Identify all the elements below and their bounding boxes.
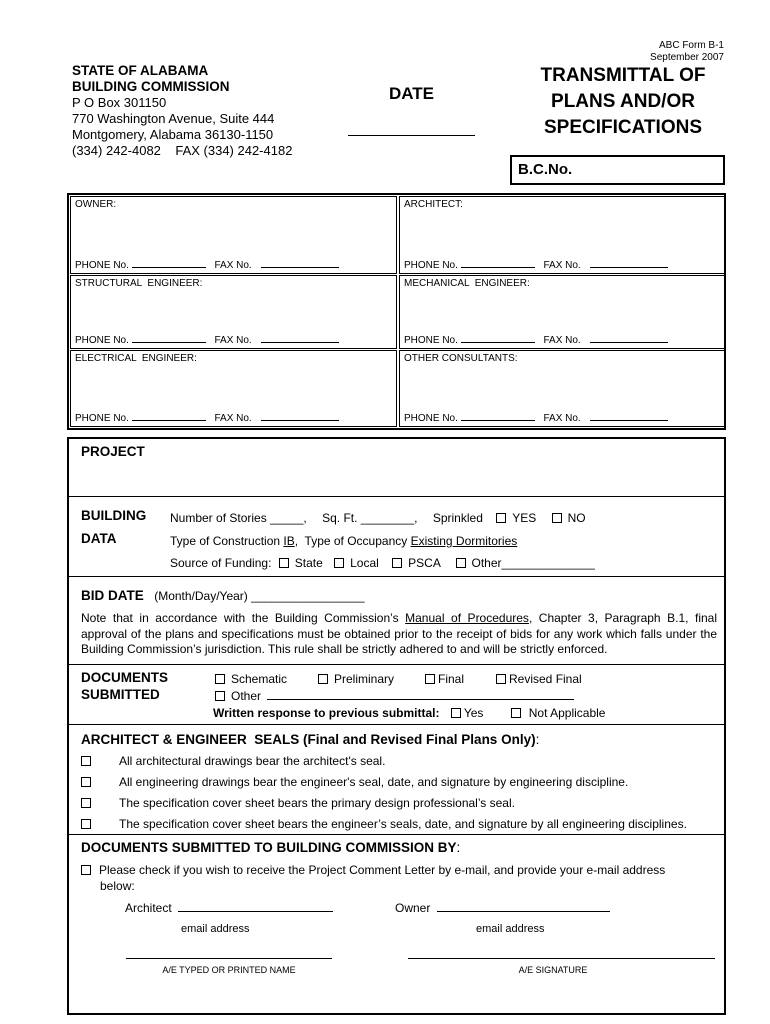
form-id xyxy=(650,40,724,64)
architect-email-row xyxy=(125,901,333,915)
signature-field[interactable] xyxy=(408,958,715,959)
bid-note: Note that in accordance with the Building Commission’s Manual of Procedures, Chapter 3, Paragraph B.1, final approval of the plans and specifications must be obtained prior to the receipt of bids for any work which falls under the Building Commission’s jurisdiction. This rule shall be strictly adhered to and will be strictly enforced. xyxy=(81,611,718,656)
title-line1: TRANSMITTAL OF xyxy=(540,65,706,86)
structural-phone-fax: PHONE No. FAX No. xyxy=(75,335,339,346)
other-consultants-phone-field[interactable] xyxy=(461,420,535,421)
agency-phone-fax: (334) 242-4082 FAX (334) 242-4182 xyxy=(72,143,293,158)
typed-name-field[interactable] xyxy=(126,958,332,959)
mechanical-phone-fax: PHONE No. FAX No. xyxy=(404,335,668,346)
mechanical-engineer-cell[interactable] xyxy=(399,275,725,349)
seals-section xyxy=(69,725,724,835)
sqft-field[interactable]: Sq. Ft. ________, xyxy=(322,511,418,525)
mechanical-fax-field[interactable] xyxy=(590,342,668,343)
final-checkbox[interactable] xyxy=(425,674,435,684)
typed-name-caption: A/E TYPED OR PRINTED NAME xyxy=(162,965,296,975)
doc-type-schematic: Schematic xyxy=(215,672,287,686)
sprinkled-label: Sprinkled xyxy=(432,511,483,525)
submitted-label: SUBMITTED xyxy=(81,687,160,702)
bid-date-field[interactable]: (Month/Day/Year) _________________ xyxy=(154,589,365,603)
structural-engineer-label: STRUCTURAL ENGINEER: xyxy=(75,278,203,289)
project-section[interactable] xyxy=(69,439,724,497)
project-label: PROJECT xyxy=(81,444,145,459)
email-opt-in xyxy=(81,863,665,877)
written-response-row: Written response to previous submittal: Yes Not Applicable xyxy=(213,706,606,720)
structural-engineer-cell[interactable] xyxy=(70,275,397,349)
other-consultants-label: OTHER CONSULTANTS: xyxy=(404,353,518,364)
other-consultants-cell[interactable] xyxy=(399,350,725,427)
funding-local-checkbox[interactable] xyxy=(334,558,344,568)
owner-cell[interactable] xyxy=(70,196,397,274)
schematic-checkbox[interactable] xyxy=(215,674,225,684)
owner-email-label: Owner xyxy=(395,901,431,915)
seal-item-4-checkbox[interactable] xyxy=(81,819,91,829)
electrical-engineer-label: ELECTRICAL ENGINEER: xyxy=(75,353,197,364)
form-revision-date: September 2007 xyxy=(650,52,724,63)
owner-phone-field[interactable] xyxy=(132,267,206,268)
other-doc-field[interactable] xyxy=(267,699,574,700)
funding-state-checkbox[interactable] xyxy=(279,558,289,568)
bid-date-row xyxy=(81,587,365,605)
electrical-fax-field[interactable] xyxy=(261,420,339,421)
doc-type-preliminary: Preliminary xyxy=(318,672,394,686)
funding-psca-checkbox[interactable] xyxy=(392,558,402,568)
agency-street: 770 Washington Avenue, Suite 444 xyxy=(72,111,275,126)
seal-item-2-checkbox[interactable] xyxy=(81,777,91,787)
title-line2: PLANS AND/OR xyxy=(551,91,695,112)
architect-label: ARCHITECT: xyxy=(404,199,463,210)
email-opt-in-text-2: below: xyxy=(100,879,135,893)
seals-heading: ARCHITECT & ENGINEER SEALS (Final and Revised Final Plans Only): xyxy=(81,732,540,747)
bid-date-section xyxy=(69,577,724,665)
funding-local-label: Local xyxy=(350,556,379,570)
building-row-2: Type of Construction IB, Type of Occupancy Existing Dormitories xyxy=(170,534,518,548)
form-title xyxy=(520,63,726,141)
funding-psca-label: PSCA xyxy=(408,556,441,570)
seal-item: The specification cover sheet bears the primary design professional’s seal. xyxy=(81,796,515,810)
occupancy-type-value[interactable]: Existing Dormitories xyxy=(410,534,518,548)
doc-type-revised-final: Revised Final xyxy=(496,672,582,686)
sprinkled-no-label: NO xyxy=(567,511,586,525)
mechanical-phone-field[interactable] xyxy=(461,342,535,343)
stories-field[interactable]: Number of Stories _____, xyxy=(170,511,307,525)
structural-fax-field[interactable] xyxy=(261,342,339,343)
manual-of-procedures: Manual of Procedures xyxy=(405,611,529,625)
preliminary-checkbox[interactable] xyxy=(318,674,328,684)
email-opt-in-text: Please check if you wish to receive the Project Comment Letter by e-mail, and provide your e-mail address xyxy=(99,863,666,877)
contacts-grid xyxy=(67,193,726,430)
building-row-1 xyxy=(170,511,586,525)
email-opt-in-checkbox[interactable] xyxy=(81,865,91,875)
title-line3: SPECIFICATIONS xyxy=(544,117,702,138)
architect-email-caption: email address xyxy=(181,923,250,935)
other-consultants-phone-fax: PHONE No. FAX No. xyxy=(404,413,668,424)
funding-other-checkbox[interactable] xyxy=(456,558,466,568)
electrical-phone-fax: PHONE No. FAX No. xyxy=(75,413,339,424)
electrical-engineer-cell[interactable] xyxy=(70,350,397,427)
data-label: DATA xyxy=(81,531,117,546)
sprinkled-no-checkbox[interactable] xyxy=(552,513,562,523)
seal-item-1-checkbox[interactable] xyxy=(81,756,91,766)
architect-phone-fax: PHONE No. FAX No. xyxy=(404,260,668,271)
other-doc-checkbox[interactable] xyxy=(215,691,225,701)
form-number: ABC Form B-1 xyxy=(658,40,724,51)
other-consultants-fax-field[interactable] xyxy=(590,420,668,421)
structural-phone-field[interactable] xyxy=(132,342,206,343)
owner-fax-field[interactable] xyxy=(261,267,339,268)
mechanical-engineer-label: MECHANICAL ENGINEER: xyxy=(404,278,530,289)
agency-name-line1: STATE OF ALABAMA xyxy=(72,63,209,78)
sprinkled-yes-label: YES xyxy=(512,511,537,525)
date-field[interactable] xyxy=(348,135,475,136)
funding-row xyxy=(170,556,595,570)
owner-label: OWNER: xyxy=(75,199,117,210)
bc-number-field[interactable] xyxy=(510,155,725,185)
funding-other-field[interactable]: Other______________ xyxy=(471,556,595,570)
doc-type-final: Final xyxy=(425,672,464,686)
funding-label: Source of Funding: xyxy=(170,556,272,570)
documents-label: DOCUMENTS xyxy=(81,670,168,685)
funding-state-label: State xyxy=(294,556,323,570)
date-label: DATE xyxy=(389,84,435,103)
bid-date-label: BID DATE xyxy=(81,588,144,603)
revised-final-checkbox[interactable] xyxy=(496,674,506,684)
sprinkled-yes-checkbox[interactable] xyxy=(496,513,506,523)
architect-phone-field[interactable] xyxy=(461,267,535,268)
seal-item: All architectural drawings bear the architect's seal. xyxy=(81,754,385,768)
agency-po-box: P O Box 301150 xyxy=(72,95,167,110)
owner-email-caption: email address xyxy=(476,923,545,935)
owner-email-row xyxy=(395,901,610,915)
architect-cell[interactable] xyxy=(399,196,725,274)
written-response-yes-checkbox[interactable] xyxy=(451,708,461,718)
agency-block xyxy=(72,63,292,159)
seal-item: The specification cover sheet bears the engineer’s seals, date, and signature by all engineering disciplines. xyxy=(81,817,687,831)
seal-item-3-checkbox[interactable] xyxy=(81,798,91,808)
agency-city: Montgomery, Alabama 36130-1150 xyxy=(72,127,274,142)
submitted-by-section xyxy=(69,835,724,1013)
seal-item: All engineering drawings bear the engineer's seal, date, and signature by engineering discipline. xyxy=(81,775,628,789)
architect-email-label: Architect xyxy=(125,901,172,915)
main-form xyxy=(67,437,726,1015)
written-response-label: Written response to previous submittal: xyxy=(213,706,440,720)
owner-email-field[interactable] xyxy=(437,911,610,912)
electrical-phone-field[interactable] xyxy=(132,420,206,421)
bc-number-label: B.C.No. xyxy=(518,161,573,178)
signature-caption: A/E SIGNATURE xyxy=(518,965,588,975)
submitted-by-heading: DOCUMENTS SUBMITTED TO BUILDING COMMISSION BY: xyxy=(81,840,461,855)
construction-type-value[interactable]: IB xyxy=(283,534,295,548)
written-response-na-checkbox[interactable] xyxy=(511,708,521,718)
building-data-section xyxy=(69,497,724,577)
architect-fax-field[interactable] xyxy=(590,267,668,268)
architect-email-field[interactable] xyxy=(178,911,333,912)
doc-type-other: Other xyxy=(215,689,574,703)
agency-name-line2: BUILDING COMMISSION xyxy=(72,79,230,94)
building-label: BUILDING xyxy=(81,508,147,523)
owner-phone-fax: PHONE No. FAX No. xyxy=(75,260,339,271)
documents-submitted-section xyxy=(69,665,724,725)
